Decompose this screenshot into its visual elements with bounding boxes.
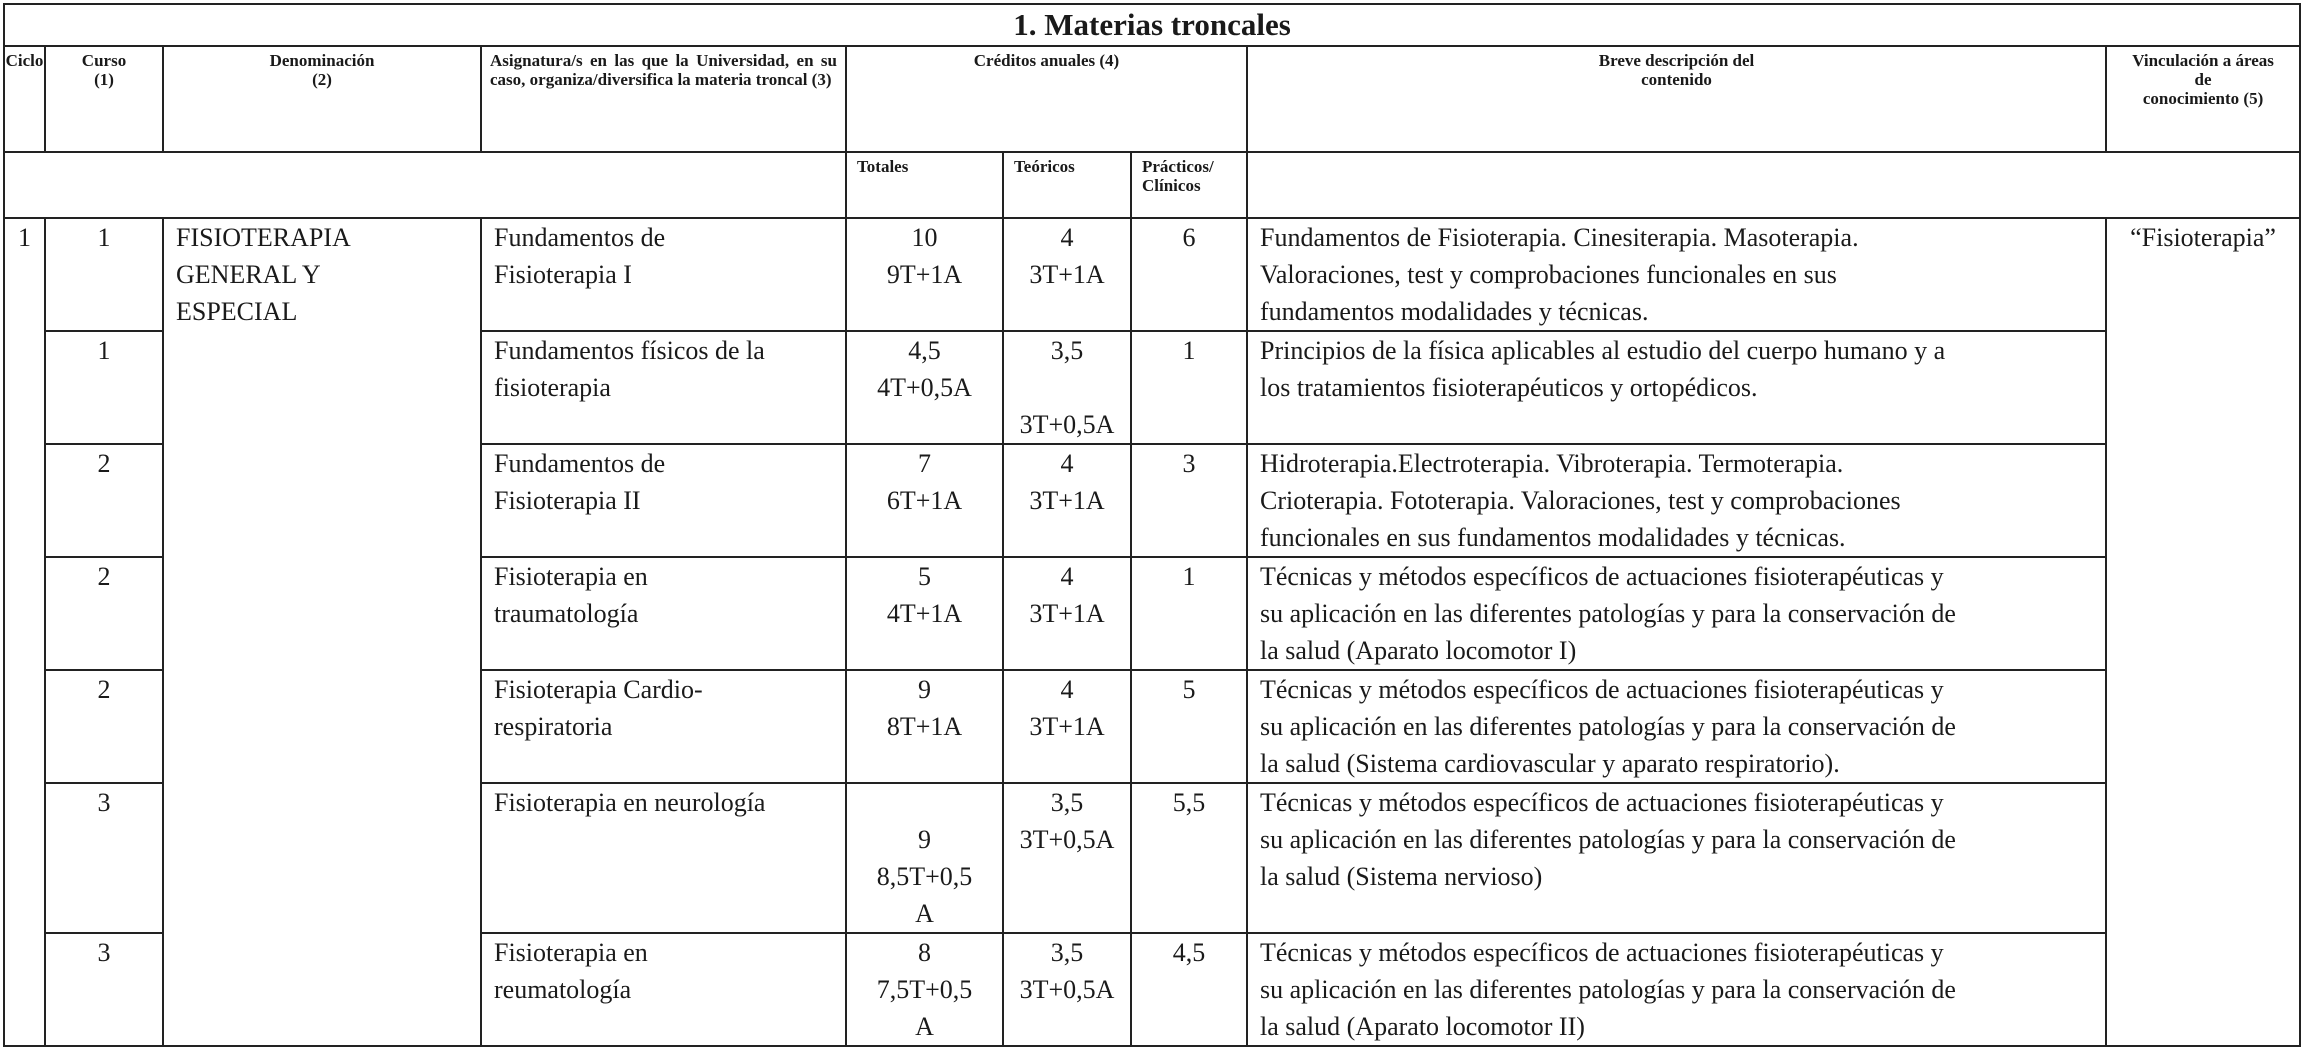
curso-cell: 2 bbox=[45, 444, 163, 557]
cell-line: Hidroterapia.Electroterapia. Vibroterapia. Termoterapia. bbox=[1260, 449, 1844, 478]
curso-cell: 3 bbox=[45, 933, 163, 1046]
curso-cell: 3 bbox=[45, 783, 163, 933]
cell-line: Valoraciones, test y comprobaciones funcionales en sus bbox=[1260, 260, 1837, 289]
cell-line: 9 bbox=[918, 675, 931, 704]
header-practicos: Prácticos/ Clínicos bbox=[1131, 152, 1247, 218]
cell-line: Fisioterapia en bbox=[494, 938, 648, 967]
cell-line: 9T+1A bbox=[886, 260, 963, 289]
practicos-cell: 1 bbox=[1131, 331, 1247, 444]
cell-line: 3T+1A bbox=[1029, 712, 1105, 741]
cell-line bbox=[1004, 369, 1130, 406]
cell-line: la salud (Aparato locomotor I) bbox=[1260, 636, 1577, 665]
cell-line: A bbox=[915, 1012, 934, 1041]
teoricos-cell bbox=[1003, 783, 1131, 933]
asignatura-cell bbox=[481, 331, 846, 444]
cell-line bbox=[494, 821, 845, 858]
cell-line: 9 bbox=[918, 825, 931, 854]
descripcion-cell bbox=[1247, 444, 2106, 557]
header-totales: Totales bbox=[846, 152, 1003, 218]
cell-line: Técnicas y métodos específicos de actuaciones fisioterapéuticas y bbox=[1260, 562, 1944, 591]
cell-line: 3,5 bbox=[1050, 938, 1084, 967]
cell-line: 4 bbox=[1060, 449, 1074, 478]
cell-line: 8 bbox=[918, 938, 931, 967]
practicos-cell: 5 bbox=[1131, 670, 1247, 783]
cell-line: 4T+1A bbox=[886, 599, 963, 628]
cell-line: GENERAL Y bbox=[176, 260, 321, 289]
cell-line: la salud (Sistema nervioso) bbox=[1260, 862, 1543, 891]
cell-line: Fundamentos de bbox=[494, 449, 666, 478]
cell-line: 7 bbox=[918, 449, 931, 478]
totales-cell bbox=[846, 444, 1003, 557]
asignatura-cell bbox=[481, 783, 846, 933]
cell-line: reumatología bbox=[494, 975, 632, 1004]
cell-line: 4 bbox=[1060, 675, 1074, 704]
curso-cell: 1 bbox=[45, 331, 163, 444]
cell-line: 3T+1A bbox=[1029, 260, 1105, 289]
totales-cell bbox=[846, 933, 1003, 1046]
table-title: 1. Materias troncales bbox=[4, 4, 2300, 46]
ciclo-cell: 1 bbox=[4, 218, 45, 1046]
cell-line: Crioterapia. Fototerapia. Valoraciones, test y comprobaciones bbox=[1260, 486, 1901, 515]
cell-line: Fundamentos físicos de la bbox=[494, 336, 765, 365]
cell-line: Fisioterapia I bbox=[494, 260, 632, 289]
cell-line: 4 bbox=[1060, 562, 1074, 591]
cell-line: Fisioterapia II bbox=[494, 486, 641, 515]
denominacion-cell bbox=[163, 218, 481, 1046]
cell-line: 4,5 bbox=[908, 336, 941, 365]
cell-line: 8,5T+0,5 bbox=[876, 862, 973, 891]
practicos-cell: 4,5 bbox=[1131, 933, 1247, 1046]
totales-cell bbox=[846, 331, 1003, 444]
cell-line: FISIOTERAPIA bbox=[176, 223, 351, 252]
cell-line: Principios de la física aplicables al estudio del cuerpo humano y a bbox=[1260, 336, 1946, 365]
cell-line: fisioterapia bbox=[494, 373, 611, 402]
practicos-cell: 5,5 bbox=[1131, 783, 1247, 933]
cell-line: su aplicación en las diferentes patologías y para la conservación de bbox=[1260, 712, 1956, 741]
header-ciclo: Ciclo bbox=[4, 46, 45, 152]
descripcion-cell bbox=[1247, 218, 2106, 331]
materias-troncales-table bbox=[3, 3, 2301, 1047]
cell-line: Fundamentos de bbox=[494, 223, 666, 252]
cell-line: 10 bbox=[911, 223, 938, 252]
teoricos-cell bbox=[1003, 933, 1131, 1046]
cell-line: 3,5 bbox=[1050, 336, 1084, 365]
header-vinculacion: Vinculación a áreas de conocimiento (5) bbox=[2106, 46, 2300, 152]
cell-line: su aplicación en las diferentes patologías y para la conservación de bbox=[1260, 825, 1956, 854]
descripcion-cell bbox=[1247, 557, 2106, 670]
cell-line: traumatología bbox=[494, 599, 639, 628]
cell-line: Técnicas y métodos específicos de actuaciones fisioterapéuticas y bbox=[1260, 675, 1944, 704]
asignatura-cell bbox=[481, 670, 846, 783]
descripcion-cell bbox=[1247, 670, 2106, 783]
teoricos-cell bbox=[1003, 218, 1131, 331]
cell-line: 8T+1A bbox=[886, 712, 963, 741]
cell-line: 3T+1A bbox=[1029, 599, 1105, 628]
cell-line: 5 bbox=[918, 562, 931, 591]
practicos-cell: 6 bbox=[1131, 218, 1247, 331]
header-creditos: Créditos anuales (4) bbox=[846, 46, 1247, 152]
cell-line: 6T+1A bbox=[886, 486, 963, 515]
header-spacer-right bbox=[1247, 152, 2300, 218]
header-denominacion: Denominación (2) bbox=[163, 46, 481, 152]
cell-line: A bbox=[915, 899, 934, 928]
cell-line: 3T+0,5A bbox=[1019, 825, 1115, 854]
totales-cell bbox=[846, 783, 1003, 933]
cell-line: los tratamientos fisioterapéuticos y ortopédicos. bbox=[1260, 373, 1758, 402]
practicos-cell: 3 bbox=[1131, 444, 1247, 557]
cell-line: su aplicación en las diferentes patologías y para la conservación de bbox=[1260, 975, 1956, 1004]
header-spacer bbox=[4, 152, 846, 218]
table-row bbox=[4, 218, 2300, 331]
curso-cell: 1 bbox=[45, 218, 163, 331]
cell-line: 3T+0,5A bbox=[1019, 410, 1115, 439]
practicos-cell: 1 bbox=[1131, 557, 1247, 670]
header-asignaturas: Asignatura/s en las que la Universidad, en su caso, organiza/diversifica la materia troncal (3) bbox=[481, 46, 846, 152]
cell-line: la salud (Aparato locomotor II) bbox=[1260, 1012, 1585, 1041]
descripcion-cell bbox=[1247, 331, 2106, 444]
curso-cell: 2 bbox=[45, 557, 163, 670]
cell-line: Fisioterapia Cardio- bbox=[494, 675, 703, 704]
totales-cell bbox=[846, 670, 1003, 783]
cell-line: 4 bbox=[1060, 223, 1074, 252]
header-teoricos: Teóricos bbox=[1003, 152, 1131, 218]
asignatura-cell bbox=[481, 557, 846, 670]
teoricos-cell bbox=[1003, 444, 1131, 557]
cell-line: 3T+1A bbox=[1029, 486, 1105, 515]
cell-line: 3T+0,5A bbox=[1019, 975, 1115, 1004]
cell-line: Fisioterapia en neurología bbox=[494, 788, 766, 817]
descripcion-cell bbox=[1247, 933, 2106, 1046]
header-curso: Curso (1) bbox=[45, 46, 163, 152]
asignatura-cell bbox=[481, 933, 846, 1046]
cell-line: Técnicas y métodos específicos de actuaciones fisioterapéuticas y bbox=[1260, 788, 1944, 817]
cell-line: funcionales en sus fundamentos modalidades y técnicas. bbox=[1260, 523, 1846, 552]
teoricos-cell bbox=[1003, 670, 1131, 783]
teoricos-cell bbox=[1003, 331, 1131, 444]
cell-line: respiratoria bbox=[494, 712, 613, 741]
totales-cell bbox=[846, 218, 1003, 331]
vinculacion-cell: “Fisioterapia” bbox=[2106, 218, 2300, 1046]
asignatura-cell bbox=[481, 218, 846, 331]
totales-cell bbox=[846, 557, 1003, 670]
cell-line: Técnicas y métodos específicos de actuaciones fisioterapéuticas y bbox=[1260, 938, 1944, 967]
cell-line bbox=[847, 784, 1002, 821]
cell-line: 7,5T+0,5 bbox=[876, 975, 973, 1004]
cell-line: Fisioterapia en bbox=[494, 562, 648, 591]
cell-line: su aplicación en las diferentes patologías y para la conservación de bbox=[1260, 599, 1956, 628]
cell-line: fundamentos modalidades y técnicas. bbox=[1260, 297, 1649, 326]
asignatura-cell bbox=[481, 444, 846, 557]
cell-line: Fundamentos de Fisioterapia. Cinesiterapia. Masoterapia. bbox=[1260, 223, 1859, 252]
cell-line: la salud (Sistema cardiovascular y aparato respiratorio). bbox=[1260, 749, 1840, 778]
curso-cell: 2 bbox=[45, 670, 163, 783]
descripcion-cell bbox=[1247, 783, 2106, 933]
header-descripcion: Breve descripción del contenido bbox=[1247, 46, 2106, 152]
cell-line: 3,5 bbox=[1050, 788, 1084, 817]
teoricos-cell bbox=[1003, 557, 1131, 670]
cell-line: ESPECIAL bbox=[176, 297, 298, 326]
cell-line: 4T+0,5A bbox=[877, 373, 972, 402]
